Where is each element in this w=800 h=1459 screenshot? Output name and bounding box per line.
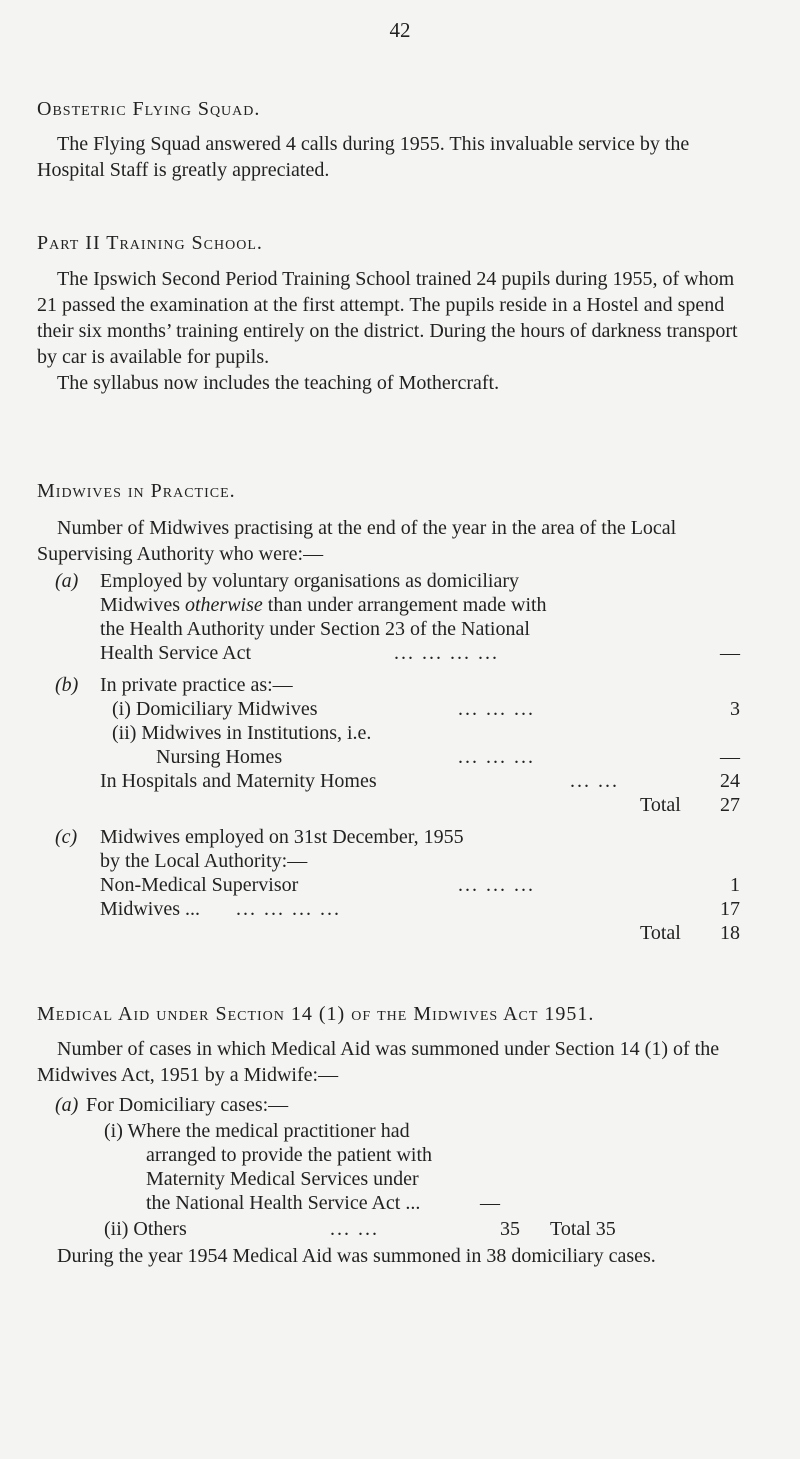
medical-aid-a-line: For Domiciliary cases:—: [86, 1094, 289, 1116]
item-b-i: (i) Domiciliary Midwives: [112, 698, 318, 720]
item-a-line-4: Health Service Act: [100, 642, 252, 664]
item-a-line-1: Employed by voluntary organisations as domiciliary: [100, 570, 520, 592]
item-c-non-medical-value: 1: [730, 874, 740, 896]
medical-aid-i-line-4: the National Health Service Act ...: [146, 1192, 421, 1214]
item-b-hospitals-dots: ... ...: [570, 770, 619, 792]
item-a-line-2-emphasis: otherwise: [185, 594, 263, 616]
training-paragraph: [37, 266, 747, 396]
item-b-total-value: 27: [720, 794, 740, 816]
medical-aid-closing: During the year 1954 Medical Aid was summoned in 38 domiciliary cases.: [57, 1245, 656, 1267]
item-b-total-label: Total: [640, 794, 681, 816]
medical-aid-intro: Number of cases in which Medical Aid was summoned under Section 14 (1) of the Midwives Act, 1951 by a Midwife:—: [37, 1038, 720, 1086]
medical-aid-ii: (ii) Others: [104, 1218, 187, 1240]
obstetric-paragraph: [37, 131, 747, 183]
item-a-line-3: the Health Authority under Section 23 of the National: [100, 618, 530, 640]
item-c-non-medical: Non-Medical Supervisor: [100, 874, 299, 896]
obstetric-heading: Obstetric Flying Squad.: [37, 98, 261, 120]
item-b-ii-dots: ... ... ...: [458, 746, 535, 768]
item-c-midwives: Midwives ...: [100, 898, 200, 920]
item-c-total-label: Total: [640, 922, 681, 944]
item-c-midwives-dots: ... ... ... ...: [236, 898, 341, 920]
training-text-1: The Ipswich Second Period Training School trained 24 pupils during 1955, of whom 21 passed the examination at the first attempt. The pupils reside in a Hostel and spend their six months’ training entirely on the district. During the hours of darkness transport by car is available for pupils.: [37, 268, 738, 368]
medical-aid-i-line-3: Maternity Medical Services under: [146, 1168, 419, 1190]
item-b-ii-value: —: [720, 746, 740, 768]
item-a-value: —: [720, 642, 740, 664]
item-b-i-dots: ... ... ...: [458, 698, 535, 720]
item-b-ii-line-1: (ii) Midwives in Institutions, i.e.: [112, 722, 372, 744]
medical-aid-i-line-2: arranged to provide the patient with: [146, 1144, 433, 1166]
midwives-intro-paragraph: [37, 515, 747, 567]
item-a-leader-dots: ... ... ... ...: [394, 642, 499, 664]
item-c-label: (c): [55, 826, 78, 848]
medical-aid-i-line-1: (i) Where the medical practitioner had: [104, 1120, 410, 1142]
training-heading: Part II Training School.: [37, 232, 263, 254]
item-a-line-2: [100, 593, 547, 617]
midwives-heading: Midwives in Practice.: [37, 480, 236, 502]
medical-aid-i-value: —: [480, 1192, 500, 1214]
medical-aid-intro-paragraph: [37, 1036, 749, 1088]
item-c-non-medical-dots: ... ... ...: [458, 874, 535, 896]
page-number: 42: [389, 18, 411, 42]
item-b-line-1: In private practice as:—: [100, 674, 293, 696]
item-b-hospitals-value: 24: [720, 770, 740, 792]
item-b-ii-line-2: Nursing Homes: [156, 746, 283, 768]
midwives-intro: Number of Midwives practising at the end of the year in the area of the Local Supervising Authority who were:—: [37, 517, 677, 565]
medical-aid-closing-paragraph: [37, 1243, 752, 1269]
obstetric-text: The Flying Squad answered 4 calls during 1955. This invaluable service by the Hospital Staff is greatly appreciated.: [37, 133, 690, 181]
item-c-line-2: by the Local Authority:—: [100, 850, 308, 872]
item-c-midwives-value: 17: [720, 898, 740, 920]
item-a-line-2-post: than under arrangement made with: [262, 594, 547, 616]
item-b-i-value: 3: [730, 698, 740, 720]
medical-aid-a-label: (a): [55, 1094, 79, 1116]
training-text-2: The syllabus now includes the teaching of Mothercraft.: [57, 372, 500, 394]
medical-aid-ii-dots: ... ...: [330, 1218, 379, 1240]
medical-aid-ii-value: 35: [500, 1218, 520, 1240]
item-a-line-2-pre: Midwives: [100, 594, 185, 616]
item-b-hospitals: In Hospitals and Maternity Homes: [100, 770, 377, 792]
item-c-line-1: Midwives employed on 31st December, 1955: [100, 826, 464, 848]
item-a-label: (a): [55, 570, 79, 592]
item-c-total-value: 18: [720, 922, 740, 944]
medical-aid-heading: Medical Aid under Section 14 (1) of the Midwives Act 1951.: [37, 1003, 595, 1025]
item-b-label: (b): [55, 674, 79, 696]
medical-aid-ii-total: Total 35: [550, 1218, 616, 1240]
